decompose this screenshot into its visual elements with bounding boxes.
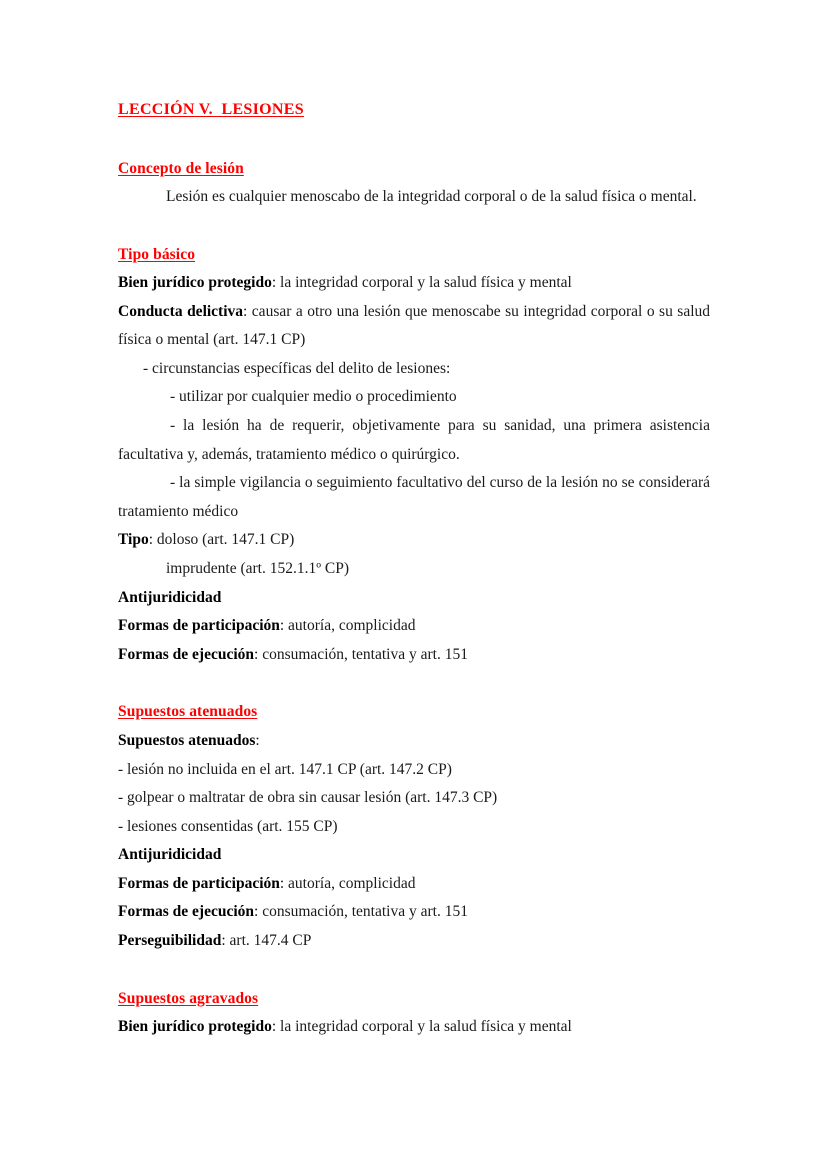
perseguibilidad-value: : art. 147.4 CP (221, 932, 312, 950)
formas-participacion-label-2: Formas de participación (118, 874, 280, 892)
conducta-delictiva-value: : causar a otro una lesión que menoscabe su integridad corporal o su salud física o mental (art. 147.1 CP) (118, 302, 710, 349)
document-title: LECCIÓN V. LESIONES (118, 101, 304, 118)
bien-juridico-line (118, 269, 710, 298)
formas-participacion-line-1 (118, 612, 710, 641)
bullet-simple-vigilancia: - la simple vigilancia o seguimiento facultativo del curso de la lesión no se considerará tratamiento médico (118, 474, 710, 520)
conducta-delictiva-line (118, 298, 710, 355)
atenuado-bullet-2: - golpear o maltratar de obra sin causar lesión (art. 147.3 CP) (118, 789, 498, 807)
section-heading-supuestos-agravados: Supuestos agravados (118, 989, 259, 1007)
agravado-bien-juridico-line (118, 1013, 710, 1042)
perseguibilidad-line (118, 927, 710, 956)
antijuridicidad-line-1 (118, 584, 710, 613)
formas-participacion-line-2 (118, 870, 710, 899)
tipo-label: Tipo (118, 531, 149, 549)
antijuridicidad-label-1: Antijuridicidad (118, 588, 222, 606)
supuestos-atenuados-line (118, 727, 710, 756)
antijuridicidad-label-2: Antijuridicidad (118, 846, 222, 864)
antijuridicidad-line-2 (118, 841, 710, 870)
bullet-asistencia-facultativa: - la lesión ha de requerir, objetivamente para su sanidad, una primera asistencia facultativa y, además, tratamiento médico o quirúrgico. (118, 417, 710, 463)
formas-ejecucion-line-2 (118, 898, 710, 927)
agravado-bien-juridico-label: Bien jurídico protegido (118, 1018, 272, 1036)
formas-ejecucion-line-1 (118, 641, 710, 670)
supuestos-atenuados-value: : (255, 731, 260, 749)
concepto-paragraph: Lesión es cualquier menoscabo de la integridad corporal o de la salud física o mental. (166, 188, 697, 205)
tipo-line (118, 526, 710, 555)
agravado-bien-juridico-value: : la integridad corporal y la salud física y mental (271, 1018, 572, 1036)
conducta-delictiva-label: Conducta delictiva (118, 302, 244, 320)
perseguibilidad-label: Perseguibilidad (118, 932, 222, 950)
bullet-medio-procedimiento: - utilizar por cualquier medio o procedimiento (170, 388, 457, 406)
atenuado-bullet-3: - lesiones consentidas (art. 155 CP) (118, 817, 338, 835)
tipo-imprudente-line: imprudente (art. 152.1.1º CP) (166, 560, 350, 578)
formas-participacion-label-1: Formas de participación (118, 617, 280, 635)
atenuado-bullet-1: - lesión no incluida en el art. 147.1 CP (art. 147.2 CP) (118, 760, 452, 778)
circunstancias-line: - circunstancias específicas del delito de lesiones: (143, 359, 451, 377)
formas-participacion-value-2: : autoría, complicidad (279, 874, 416, 892)
document-body (118, 96, 710, 1042)
spacer (118, 669, 710, 698)
spacer (118, 125, 710, 155)
section-heading-concepto: Concepto de lesión (118, 159, 244, 177)
formas-ejecucion-label-1: Formas de ejecución (118, 645, 255, 663)
section-heading-tipo-basico: Tipo básico (118, 245, 196, 263)
bien-juridico-value: : la integridad corporal y la salud física y mental (271, 274, 572, 292)
spacer (118, 956, 710, 985)
formas-participacion-value-1: : autoría, complicidad (279, 617, 416, 635)
section-heading-supuestos-atenuados: Supuestos atenuados (118, 703, 258, 721)
bien-juridico-label: Bien jurídico protegido (118, 274, 272, 292)
tipo-value: : doloso (art. 147.1 CP) (148, 531, 295, 549)
formas-ejecucion-value-1: : consumación, tentativa y art. 151 (254, 645, 468, 663)
formas-ejecucion-value-2: : consumación, tentativa y art. 151 (254, 903, 468, 921)
spacer (118, 212, 710, 241)
formas-ejecucion-label-2: Formas de ejecución (118, 903, 255, 921)
supuestos-atenuados-label: Supuestos atenuados (118, 731, 256, 749)
